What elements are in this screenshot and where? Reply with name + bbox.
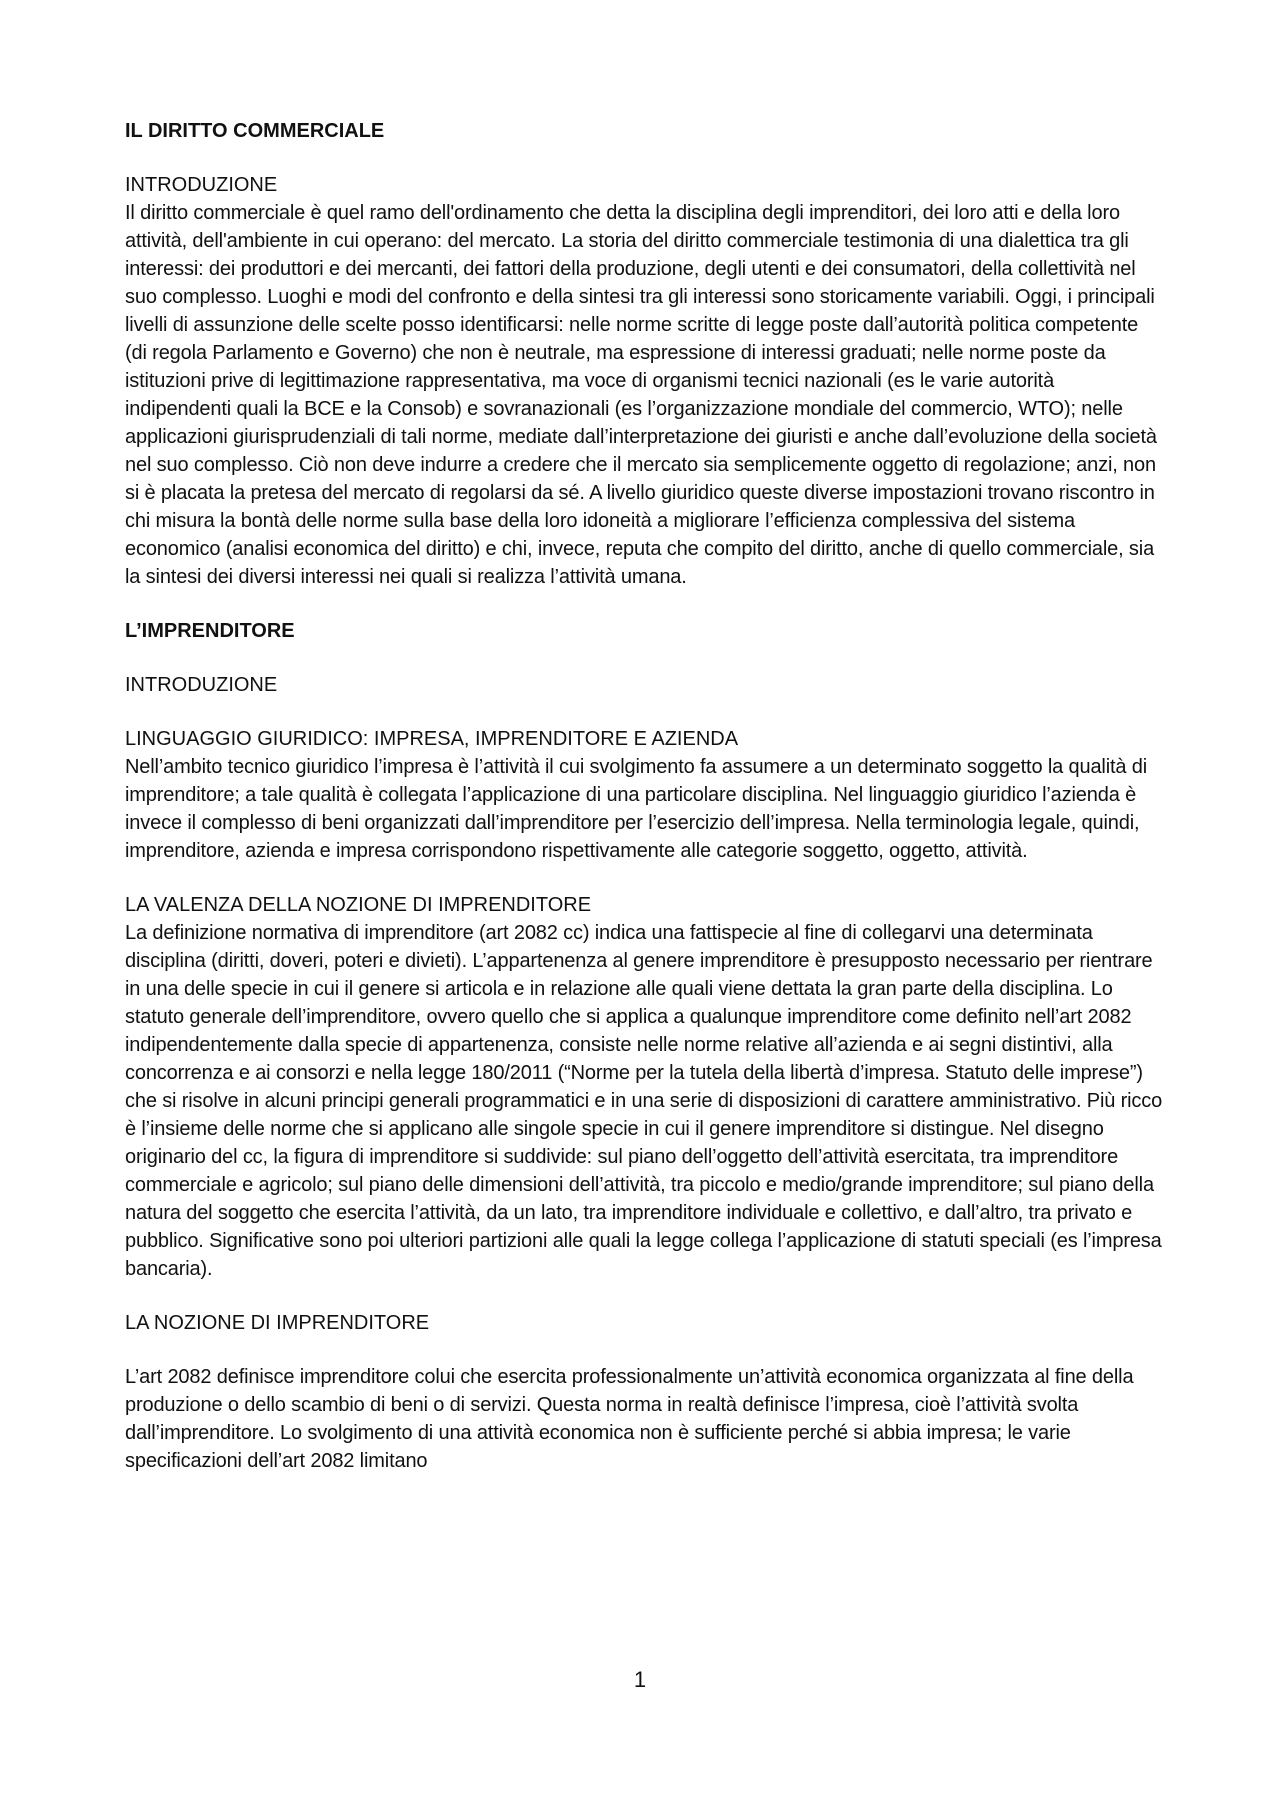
spacer bbox=[125, 1337, 1165, 1363]
nozione-paragraph: L’art 2082 definisce imprenditore colui che esercita professionalmente un’attività economica organizzata al fine della produzione o dello scambio di beni o di servizi. Questa norma in realtà definisce l’impresa, cioè l’attività svolta dall’imprenditore. Lo svolgimento di una attività economica non è sufficiente perché si abbia impresa; le varie specificazioni dell’art 2082 limitano bbox=[125, 1366, 1134, 1472]
imprenditore-intro-heading: INTRODUZIONE bbox=[125, 674, 278, 696]
spacer bbox=[125, 699, 1165, 725]
linguaggio-heading: LINGUAGGIO GIURIDICO: IMPRESA, IMPRENDITORE E AZIENDA bbox=[125, 728, 739, 750]
linguaggio-paragraph: Nell’ambito tecnico giuridico l’impresa è l’attività il cui svolgimento fa assumere a un determinato soggetto la qualità di imprenditore; a tale qualità è collegata l’applicazione di una particolare disciplina. Nel linguaggio giuridico l’azienda è invece il complesso di beni organizzati dall’imprenditore per l’esercizio dell’impresa. Nella terminologia legale, quindi, imprenditore, azienda e impresa corrispondono rispettivamente alle categorie soggetto, oggetto, attività. bbox=[125, 756, 1148, 862]
spacer bbox=[125, 1283, 1165, 1309]
spacer bbox=[125, 865, 1165, 891]
section-title-imprenditore: L’IMPRENDITORE bbox=[125, 620, 295, 642]
document-page bbox=[125, 117, 1165, 1475]
page-number: 1 bbox=[633, 1667, 647, 1692]
valenza-heading: LA VALENZA DELLA NOZIONE DI IMPRENDITORE bbox=[125, 894, 592, 916]
valenza-paragraph: La definizione normativa di imprenditore (art 2082 cc) indica una fattispecie al fine di collegarvi una determinata disciplina (diritti, doveri, poteri e divieti). L’appartenenza al genere imprenditore è presupposto necessario per rientrare in una delle specie in cui il genere si articola e in relazione alle quali viene dettata la gran parte della disciplina. Lo statuto generale dell’imprenditore, ovvero quello che si applica a qualunque imprenditore come definito nell’art 2082 indipendentemente dalla specie di appartenenza, consiste nelle norme relative all’azienda e ai segni distintivi, alla concorrenza e ai consorzi e nella legge 180/2011 (“Norme per la tutela della libertà d’impresa. Statuto delle imprese”) che si risolve in alcuni principi generali programmatici e in una serie di disposizioni di carattere amministrativo. Più ricco è l’insieme delle norme che si applicano alle singole specie in cui il genere imprenditore si distingue. Nel disegno originario del cc, la figura di imprenditore si suddivide: sul piano dell’oggetto dell’attività esercitata, tra imprenditore commerciale e agricolo; sul piano delle dimensioni dell’attività, tra piccolo e medio/grande imprenditore; sul piano della natura del soggetto che esercita l’attività, da un lato, tra imprenditore individuale e collettivo, e dall’altro, tra privato e pubblico. Significative sono poi ulteriori partizioni alle quali la legge collega l’applicazione di statuti speciali (es l’impresa bancaria). bbox=[125, 922, 1163, 1280]
nozione-heading: LA NOZIONE DI IMPRENDITORE bbox=[125, 1312, 430, 1334]
document-title: IL DIRITTO COMMERCIALE bbox=[125, 120, 385, 142]
intro-heading: INTRODUZIONE bbox=[125, 174, 278, 196]
intro-paragraph: Il diritto commerciale è quel ramo dell'ordinamento che detta la disciplina degli imprenditori, dei loro atti e della loro attività, dell'ambiente in cui operano: del mercato. La storia del diritto commerciale testimonia di una dialettica tra gli interessi: dei produttori e dei mercanti, dei fattori della produzione, degli utenti e dei consumatori, della collettività nel suo complesso. Luoghi e modi del confronto e della sintesi tra gli interessi sono storicamente variabili. Oggi, i principali livelli di assunzione delle scelte posso identificarsi: nelle norme scritte di legge poste dall’autorità politica competente (di regola Parlamento e Governo) che non è neutrale, ma espressione di interessi graduati; nelle norme poste da istituzioni prive di legittimazione rappresentativa, ma voce di organismi tecnici nazionali (es le varie autorità indipendenti quali la BCE e la Consob) e sovranazionali (es l’organizzazione mondiale del commercio, WTO); nelle applicazioni giurisprudenziali di tali norme, mediate dall’interpretazione dei giuristi e anche dall’evoluzione della società nel suo complesso. Ciò non deve indurre a credere che il mercato sia semplicemente oggetto di regolazione; anzi, non si è placata la pretesa del mercato di regolarsi da sé. A livello giuridico queste diverse impostazioni trovano riscontro in chi misura la bontà delle norme sulla base della loro idoneità a migliorare l’efficienza complessiva del sistema economico (analisi economica del diritto) e chi, invece, reputa che compito del diritto, anche di quello commerciale, sia la sintesi dei diversi interessi nei quali si realizza l’attività umana. bbox=[125, 202, 1157, 588]
